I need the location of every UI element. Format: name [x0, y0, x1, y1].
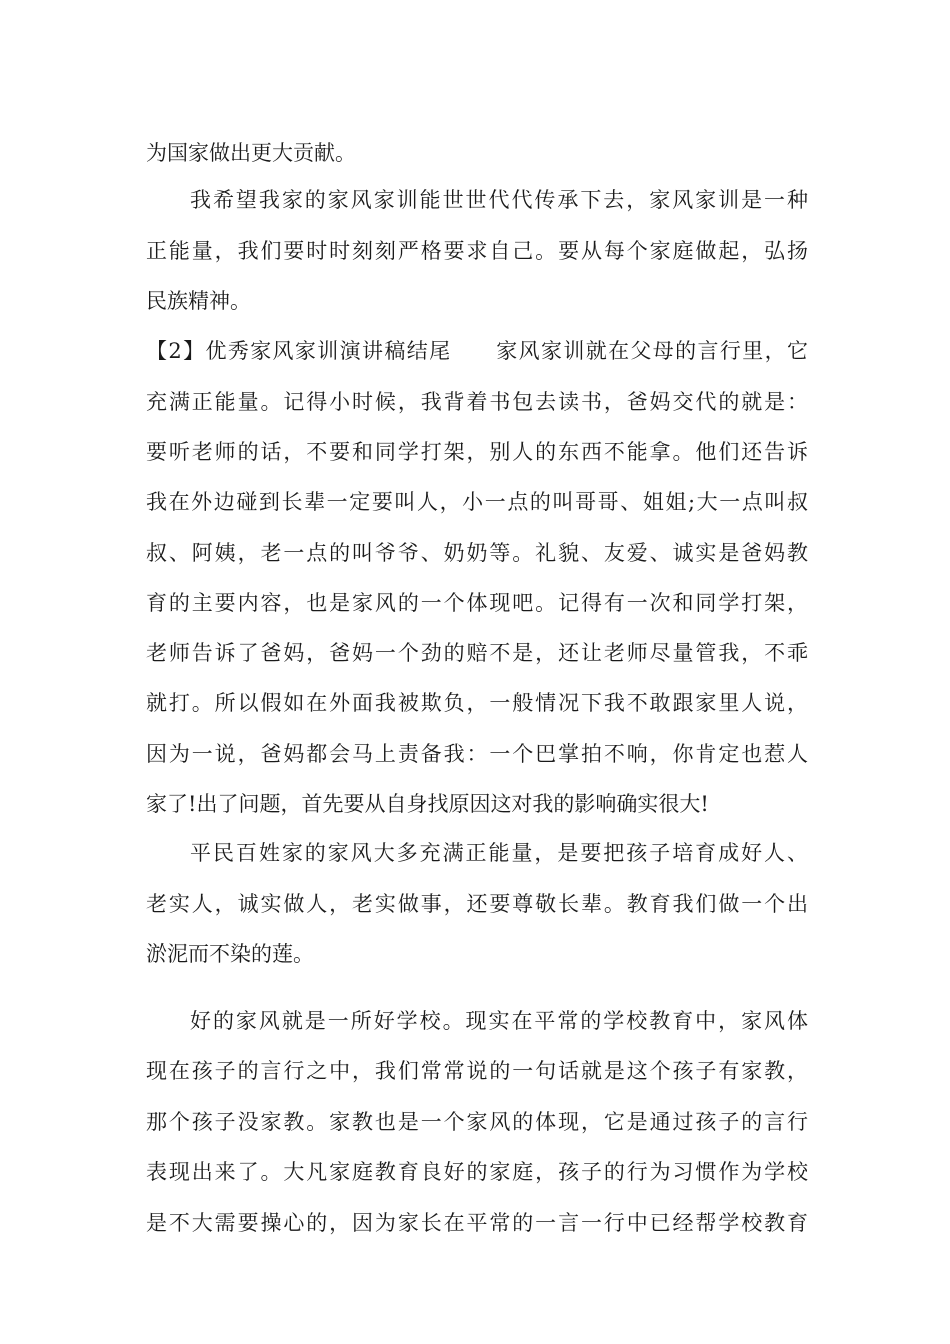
- text-line: 老实人，诚实做人，老实做事，还要尊敬长辈。教育我们做一个出: [146, 892, 808, 916]
- text-line: 育的主要内容，也是家风的一个体现吧。记得有一次和同学打架，: [146, 591, 808, 615]
- text-line: 老师告诉了爸妈，爸妈一个劲的赔不是，还让老师尽量管我，不乖: [146, 641, 808, 665]
- text-line: 要听老师的话，不要和同学打架，别人的东西不能拿。他们还告诉: [146, 440, 808, 464]
- text-line: 民族精神。: [146, 289, 251, 313]
- text-line: 是不大需要操心的，因为家长在平常的一言一行中已经帮学校教育: [146, 1211, 808, 1235]
- text-line: 我在外边碰到长辈一定要叫人，小一点的叫哥哥、姐姐;大一点叫叔: [146, 490, 808, 514]
- text-line: 平民百姓家的家风大多充满正能量，是要把孩子培育成好人、: [190, 841, 808, 865]
- text-line: 为国家做出更大贡献。: [146, 141, 356, 165]
- text-line: 叔、阿姨，老一点的叫爷爷、奶奶等。礼貌、友爱、诚实是爸妈教: [146, 541, 808, 565]
- text-line: 正能量，我们要时时刻刻严格要求自己。要从每个家庭做起，弘扬: [146, 239, 808, 263]
- text-line: 因为一说，爸妈都会马上责备我：一个巴掌拍不响，你肯定也惹人: [146, 742, 808, 766]
- text-line: 表现出来了。大凡家庭教育良好的家庭，孩子的行为习惯作为学校: [146, 1160, 808, 1184]
- text-line: 好的家风就是一所好学校。现实在平常的学校教育中，家风体: [190, 1009, 808, 1033]
- text-line: 那个孩子没家教。家教也是一个家风的体现，它是通过孩子的言行: [146, 1110, 808, 1134]
- section-heading-line: 【2】优秀家风家训演讲稿结尾 家风家训就在父母的言行里，它: [146, 339, 808, 363]
- text-line: 现在孩子的言行之中，我们常常说的一句话就是这个孩子有家教，: [146, 1059, 808, 1083]
- text-line: 淤泥而不染的莲。: [146, 942, 314, 966]
- text-line: 我希望我家的家风家训能世世代代传承下去，家风家训是一种: [190, 188, 808, 212]
- text-line: 就打。所以假如在外面我被欺负，一般情况下我不敢跟家里人说，: [146, 691, 808, 715]
- text-line: 充满正能量。记得小时候，我背着书包去读书，爸妈交代的就是：: [146, 390, 808, 414]
- text-line: 家了!出了问题，首先要从自身找原因这对我的影响确实很大!: [146, 792, 709, 816]
